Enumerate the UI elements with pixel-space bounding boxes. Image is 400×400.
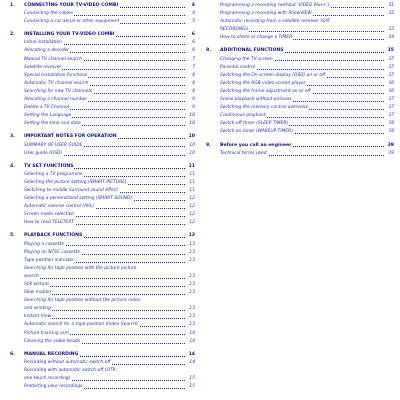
entry-title: Initial installation [24, 39, 63, 47]
toc-section-heading[interactable] [206, 142, 394, 150]
entry-title: Selecting a personalised setting (SMART SOUND) [24, 195, 133, 203]
entry-title: Automatic TV channel search [24, 80, 89, 88]
page-number: 12 [187, 211, 195, 219]
toc-entry[interactable] [10, 241, 195, 249]
toc-entry[interactable] [10, 150, 195, 158]
entry-title: Allocating a decoder [24, 47, 70, 55]
page-number: 13 [187, 257, 195, 265]
entry-title: Picture tracking arm [24, 330, 70, 338]
entry-title: CONNECTING YOUR TV-VIDEO COMBI [24, 2, 119, 10]
toc-entry[interactable] [206, 80, 394, 88]
page-number: 39 [386, 142, 394, 150]
toc-entry[interactable] [10, 359, 195, 367]
toc-entry[interactable] [10, 104, 195, 112]
toc-entry[interactable] [10, 367, 195, 375]
toc-entry[interactable] [10, 375, 195, 383]
entry-title: Playing a cassette [24, 241, 65, 249]
toc-entry[interactable] [10, 88, 195, 96]
page-number: 11 [187, 163, 195, 171]
toc-entry[interactable] [10, 305, 195, 313]
page-number: 6 [187, 47, 195, 55]
entry-title: MANUAL RECORDING [24, 351, 79, 359]
entry-title: TV SET FUNCTIONS [24, 163, 74, 171]
entry-title: How to check or change a TIMER [220, 34, 293, 42]
toc-entry[interactable] [10, 120, 195, 128]
page-number: 12 [187, 203, 195, 211]
entry-title: Playing an NTSC cassette [24, 249, 81, 257]
page-number: 38 [386, 128, 394, 136]
toc-entry[interactable] [10, 80, 195, 88]
toc-entry[interactable] [206, 64, 394, 72]
entry-title: Automatic search for a tape position (Index Search) [24, 321, 139, 329]
toc-entry[interactable] [10, 72, 195, 80]
page-number: 13 [187, 289, 195, 297]
entry-title: Selecting a TV programme [24, 171, 84, 179]
entry-title: Setting the time and date [24, 120, 82, 128]
page-number: 37 [386, 96, 394, 104]
toc-section-heading[interactable] [10, 163, 195, 171]
toc-entry[interactable] [10, 39, 195, 47]
toc-entry[interactable] [10, 211, 195, 219]
page-number: 31 [386, 2, 394, 10]
entry-title: Still picture [24, 281, 50, 289]
toc-entry[interactable] [10, 142, 195, 150]
entry-title: Tape position indicator [24, 257, 75, 265]
toc-entry[interactable] [10, 281, 195, 289]
toc-entry[interactable] [206, 104, 394, 112]
entry-title: Selecting the picture setting (SMART PICTURE) [24, 179, 128, 187]
entry-title: Scene playback without pictures [220, 96, 293, 104]
toc-entry[interactable] [206, 2, 394, 10]
page-number: 8 [187, 88, 195, 96]
entry-title: Automatic recording from a satellite receiver (SAT [220, 18, 331, 26]
toc-entry[interactable] [10, 383, 195, 391]
toc-entry[interactable] [10, 249, 195, 257]
entry-title: Switching the On-screen display (OSD) on or off [220, 72, 326, 80]
entry-title: How to read TELETEXT [24, 219, 75, 227]
entry-title: Manual TV channel search [24, 56, 83, 64]
toc-entry[interactable] [10, 273, 195, 281]
page-number: 35 [386, 64, 394, 72]
entry-title: INSTALLING YOUR TV-VIDEO COMBI [24, 31, 116, 39]
toc-entry[interactable] [206, 56, 394, 64]
entry-title: Continuous playback [220, 112, 267, 120]
page-number: 37 [386, 104, 394, 112]
toc-entry[interactable] [10, 257, 195, 265]
toc-entry[interactable] [10, 313, 195, 321]
dot-leader [24, 278, 185, 279]
entry-title: Recording with automatic switch-off (OTR: [24, 367, 118, 375]
toc-right-column [206, 2, 394, 158]
page-number: 14 [187, 359, 195, 367]
entry-title: Switching the frame adjustment on or off [220, 88, 312, 96]
toc-entry[interactable] [10, 47, 195, 55]
toc-entry[interactable] [10, 96, 195, 104]
entry-title: Satellite receiver [24, 64, 62, 72]
page-number: 8 [187, 72, 195, 80]
page-number: 37 [386, 112, 394, 120]
entry-title: PLAYBACK FUNCTIONS [24, 232, 83, 240]
section-number: 6. [10, 351, 15, 357]
page-number: 15 [187, 383, 195, 391]
entry-title: Searching for tape position with the picture picture [24, 265, 137, 273]
page-number: 39 [386, 150, 394, 158]
entry-title: Setting the Language [24, 112, 72, 120]
entry-title: Slow motion [24, 289, 52, 297]
page-number: 35 [386, 56, 394, 64]
page-number: 7 [187, 64, 195, 72]
toc-entry[interactable] [10, 18, 195, 26]
page-number: 11 [187, 179, 195, 187]
entry-title: IMPORTANT NOTES FOR OPERATION [24, 133, 118, 141]
page-number: 11 [187, 171, 195, 179]
toc-section-heading[interactable] [10, 351, 195, 359]
entry-title: Automatic volume control (AVL) [24, 203, 95, 211]
toc-entry[interactable] [206, 128, 394, 136]
toc-left-column [10, 2, 195, 391]
toc-section-heading[interactable] [10, 2, 195, 10]
page-number: 13 [187, 321, 195, 329]
entry-title: Switching the RGB video screen player [220, 80, 306, 88]
page-number: 14 [187, 351, 195, 359]
page-number: 10 [187, 142, 195, 150]
page-number: 15 [187, 375, 195, 383]
toc-entry[interactable] [10, 289, 195, 297]
page-number: 14 [187, 338, 195, 346]
page-number: 14 [187, 330, 195, 338]
page-number: 10 [187, 112, 195, 120]
section-number: 9. [206, 142, 211, 148]
toc-entry[interactable] [10, 64, 195, 72]
page-number: 32 [386, 10, 394, 18]
entry-title: Cleaning the video heads [24, 338, 81, 346]
entry-title: Recording without automatic switch-off [24, 359, 112, 367]
page-number: 34 [386, 34, 394, 42]
toc-entry[interactable] [206, 26, 394, 34]
toc-entry[interactable] [206, 96, 394, 104]
page-number: 6 [187, 31, 195, 39]
page-number: 5 [187, 18, 195, 26]
entry-title: Instant View [24, 313, 52, 321]
entry-title: Changing the TV screen [220, 56, 274, 64]
toc-entry[interactable] [10, 330, 195, 338]
entry-title: and winding [24, 305, 52, 313]
toc-entry[interactable] [10, 179, 195, 187]
page-number: 12 [187, 219, 195, 227]
toc-entry[interactable] [10, 265, 195, 273]
page-number: 13 [187, 313, 195, 321]
page-number: 13 [187, 241, 195, 249]
toc-section-heading[interactable] [10, 133, 195, 141]
toc-entry[interactable] [206, 72, 394, 80]
page-number: 36 [386, 88, 394, 96]
page-number: 11 [187, 187, 195, 195]
toc-entry[interactable] [10, 203, 195, 211]
page-number: 13 [187, 273, 195, 281]
toc-entry[interactable] [206, 34, 394, 42]
entry-title: Protecting your recordings [24, 383, 83, 391]
toc-entry[interactable] [206, 120, 394, 128]
page-number: 36 [386, 80, 394, 88]
toc-entry[interactable] [10, 171, 195, 179]
page-number: 9 [187, 104, 195, 112]
toc-entry[interactable] [206, 88, 394, 96]
toc-section-heading[interactable] [10, 31, 195, 39]
page-number: 10 [187, 150, 195, 158]
toc-entry[interactable] [10, 297, 195, 305]
toc-section-heading[interactable] [10, 232, 195, 240]
toc-entry[interactable] [206, 112, 394, 120]
entry-title: Switch on timer (WAKEUP TIMER) [220, 128, 294, 136]
toc-entry[interactable] [206, 150, 394, 158]
entry-title: Switch off timer (SLEEP TIMER) [220, 120, 289, 128]
section-number: 3. [10, 134, 15, 140]
page-number: 6 [187, 39, 195, 47]
page-number: 13 [187, 232, 195, 240]
toc-entry[interactable] [206, 18, 394, 26]
toc-entry[interactable] [10, 219, 195, 227]
entry-title: SUMMARY OF USER GUIDE [24, 142, 83, 150]
page-number: 13 [187, 281, 195, 289]
entry-title: Connecting a car aerial or other equipment [24, 18, 120, 26]
page-number: 35 [386, 72, 394, 80]
page-number: 10 [187, 120, 195, 128]
page-number: 4 [187, 10, 195, 18]
page-number: 7 [187, 56, 195, 64]
entry-title: Delete a TV Channel [24, 104, 70, 112]
page-number: 12 [187, 195, 195, 203]
page-number: 13 [187, 249, 195, 257]
entry-title: Searching for tape position without the picture index [24, 297, 141, 305]
toc-entry[interactable] [10, 187, 195, 195]
section-number: 8. [206, 48, 211, 54]
entry-title: Special installation functions [24, 72, 88, 80]
entry-title: one-touch recording) [24, 375, 71, 383]
entry-title: Switching the memory control overview [220, 104, 309, 112]
entry-title: Programming a recording with ShowVIEW [220, 10, 313, 18]
entry-title: ADDITIONAL FUNCTIONS [220, 47, 285, 55]
toc-entry[interactable] [10, 321, 195, 329]
toc-entry[interactable] [10, 56, 195, 64]
toc-entry[interactable] [206, 10, 394, 18]
entry-title: User guide (OSD) [24, 150, 63, 158]
section-number: 2. [10, 32, 15, 38]
entry-title: Switching to middle Surround sound effect [24, 187, 119, 195]
entry-title: Technical terms used [220, 150, 268, 158]
toc-entry[interactable] [10, 112, 195, 120]
entry-title: RECORDING) [220, 26, 249, 34]
page-number: 8 [187, 80, 195, 88]
section-number: 4. [10, 163, 15, 169]
toc-section-heading[interactable] [206, 47, 394, 55]
page-number: 13 [187, 305, 195, 313]
entry-title: Programming a recording (without 'VIDEO Plus+') [220, 2, 330, 10]
page-number: 4 [187, 2, 195, 10]
toc-entry[interactable] [10, 10, 195, 18]
section-number: 5. [10, 233, 15, 239]
entry-title: search [24, 273, 40, 281]
entry-title: Connecting the cables [24, 10, 74, 18]
page-number: 33 [386, 26, 394, 34]
toc-entry[interactable] [10, 338, 195, 346]
page-number: 9 [187, 96, 195, 104]
entry-title: Searching for new TV channels [24, 88, 93, 96]
section-number: 1. [10, 3, 15, 8]
page-number: 10 [187, 133, 195, 141]
entry-title: Parental control [220, 64, 256, 72]
entry-title: Before you call an engineer [220, 142, 292, 150]
page-number: 38 [386, 120, 394, 128]
entry-title: Screen mode selection [24, 211, 75, 219]
entry-title: Allocating a channel number [24, 96, 88, 104]
page-number: 35 [386, 47, 394, 55]
toc-entry[interactable] [10, 195, 195, 203]
